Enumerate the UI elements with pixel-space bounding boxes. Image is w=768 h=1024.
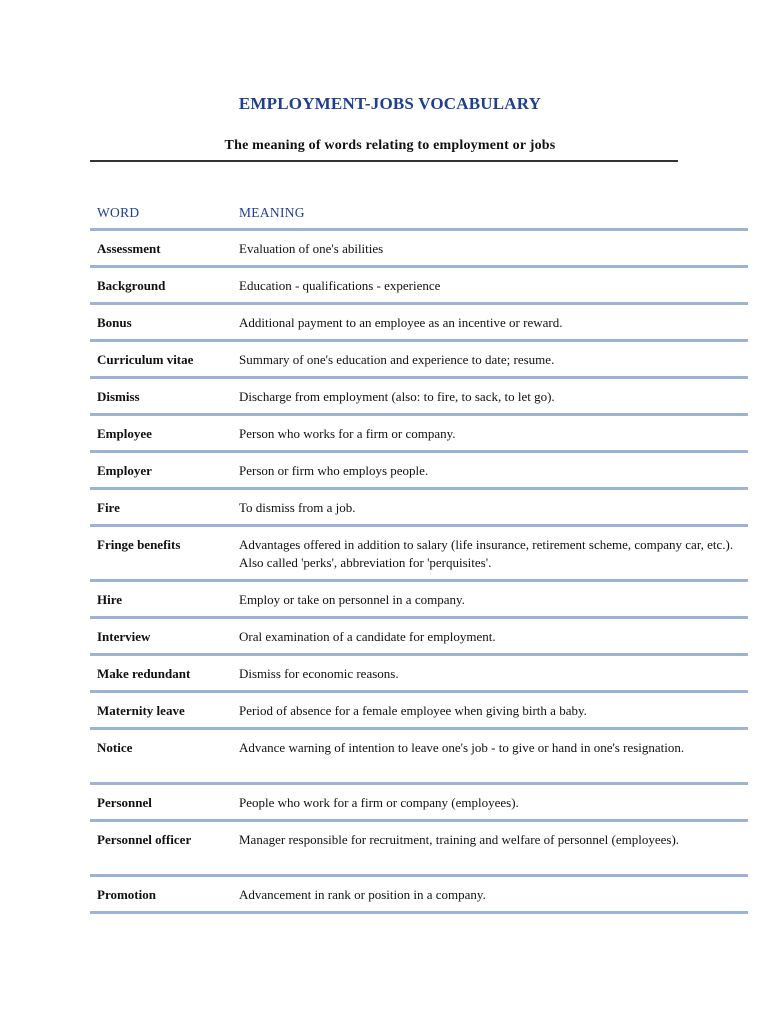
column-header-word: WORD [97, 205, 140, 220]
vocabulary-table [90, 192, 748, 914]
meaning-cell: Advance warning of intention to leave one's job - to give or hand in one's resignation. [239, 740, 685, 755]
word-cell: Assessment [97, 241, 161, 256]
table-row [90, 342, 748, 379]
meaning-cell: Additional payment to an employee as an incentive or reward. [239, 315, 563, 330]
table-row [90, 619, 748, 656]
word-cell: Promotion [97, 887, 156, 902]
table-row [90, 582, 748, 619]
word-cell: Maternity leave [97, 703, 185, 718]
table-row [90, 231, 748, 268]
table-row [90, 527, 748, 582]
table-row [90, 693, 748, 730]
meaning-cell: To dismiss from a job. [239, 500, 356, 515]
page-title: EMPLOYMENT-JOBS VOCABULARY [238, 94, 542, 113]
meaning-cell: Dismiss for economic reasons. [239, 666, 399, 681]
table-row [90, 730, 748, 785]
table-row [90, 416, 748, 453]
table-header-row [90, 192, 748, 231]
column-header-meaning: MEANING [239, 205, 305, 220]
word-cell: Notice [97, 740, 133, 755]
title-divider [90, 160, 678, 162]
table-row [90, 656, 748, 693]
word-cell: Dismiss [97, 389, 140, 404]
meaning-cell: Manager responsible for recruitment, training and welfare of personnel (employees). [239, 832, 680, 847]
meaning-cell: Summary of one's education and experience to date; resume. [239, 352, 555, 367]
meaning-cell: Oral examination of a candidate for employment. [239, 629, 496, 644]
word-cell: Employee [97, 426, 152, 441]
table-row [90, 877, 748, 914]
meaning-cell: Period of absence for a female employee when giving birth a baby. [239, 703, 587, 718]
meaning-cell: Employ or take on personnel in a company. [239, 592, 465, 607]
table-row [90, 785, 748, 822]
page-subtitle: The meaning of words relating to employment or jobs [224, 138, 556, 153]
meaning-cell: Person or firm who employs people. [239, 463, 429, 478]
meaning-cell: Person who works for a firm or company. [239, 426, 456, 441]
word-cell: Make redundant [97, 666, 191, 681]
meaning-cell: Education - qualifications - experience [239, 278, 441, 293]
meaning-cell: Evaluation of one's abilities [239, 241, 384, 256]
word-cell: Bonus [97, 315, 132, 330]
word-cell: Curriculum vitae [97, 352, 194, 367]
word-cell: Hire [97, 592, 123, 607]
meaning-cell: People who work for a firm or company (employees). [239, 795, 519, 810]
meaning-cell: Advantages offered in addition to salary (life insurance, retirement scheme, company car, etc.). Also called 'perks', abbreviation for 'perquisites'. [239, 537, 734, 570]
word-cell: Interview [97, 629, 151, 644]
table-row [90, 305, 748, 342]
word-cell: Personnel [97, 795, 152, 810]
word-cell: Fringe benefits [97, 537, 181, 552]
table-row [90, 453, 748, 490]
table-row [90, 490, 748, 527]
word-cell: Fire [97, 500, 120, 515]
table-row [90, 822, 748, 877]
table-row [90, 379, 748, 416]
meaning-cell: Discharge from employment (also: to fire, to sack, to let go). [239, 389, 555, 404]
word-cell: Personnel officer [97, 832, 192, 847]
word-cell: Background [97, 278, 166, 293]
meaning-cell: Advancement in rank or position in a company. [239, 887, 486, 902]
word-cell: Employer [97, 463, 152, 478]
table-row [90, 268, 748, 305]
